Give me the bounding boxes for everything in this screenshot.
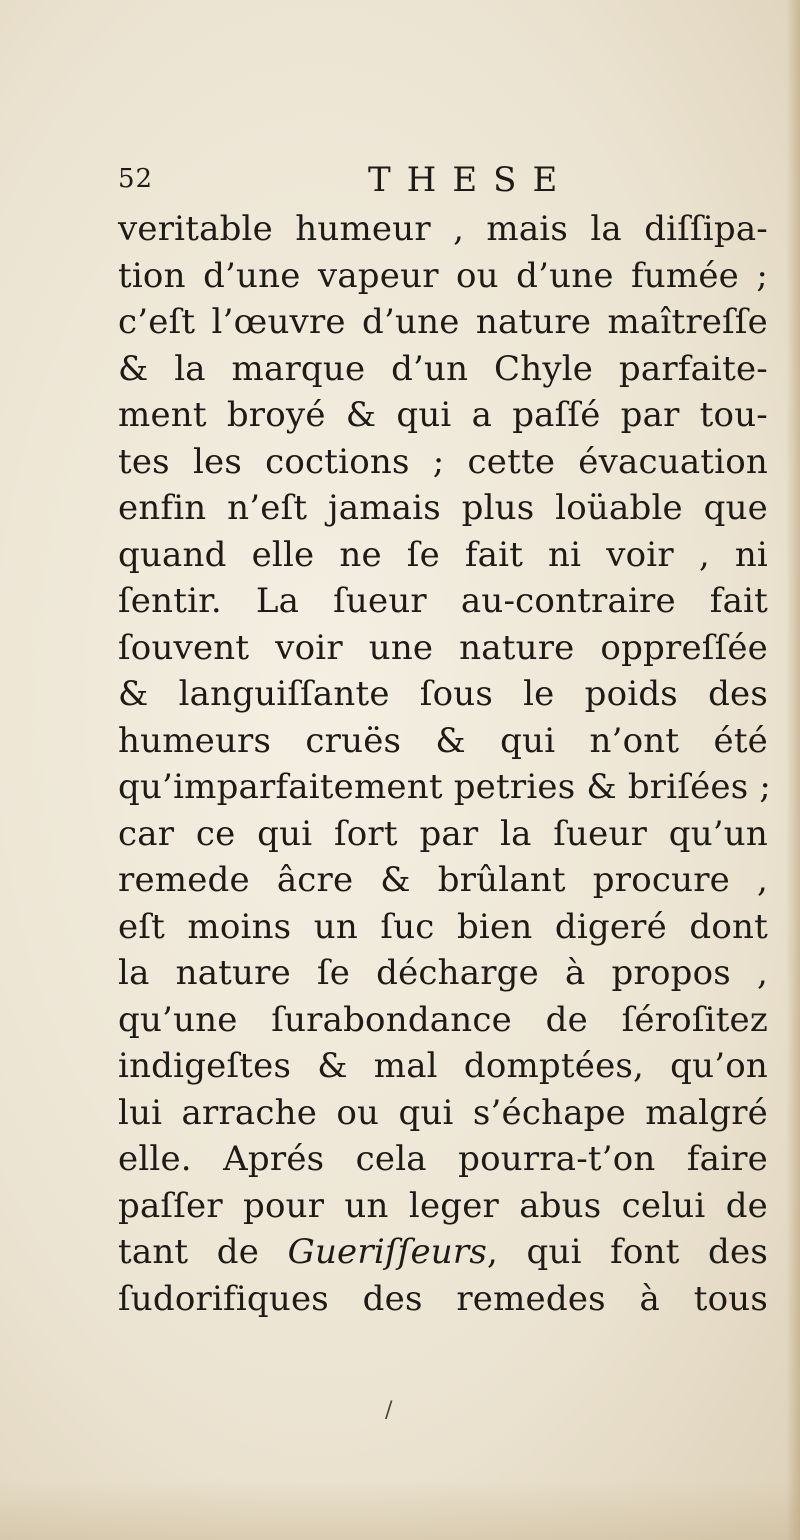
text-line: la nature ſe décharge à propos , bbox=[118, 953, 768, 993]
running-title: THESE bbox=[368, 160, 574, 200]
text-line: ſudorifiques des remedes à tous bbox=[118, 1278, 768, 1319]
text-line-with-italic bbox=[118, 1229, 768, 1276]
page-bottom-shadow bbox=[0, 1480, 800, 1540]
page-header bbox=[118, 160, 678, 200]
text-line: elle. Aprés cela pourra-t’on faire bbox=[118, 1139, 768, 1179]
text-line: enfin n’eſt jamais plus loüable que bbox=[118, 488, 768, 528]
text-line: ſentir. La ſueur au-contraire fait bbox=[118, 581, 768, 621]
italic-word: Gueriſſeurs bbox=[287, 1232, 487, 1272]
text-line: qu’une ſurabondance de ſéroſitez bbox=[118, 999, 768, 1040]
stray-ink-mark: / bbox=[385, 1398, 393, 1423]
text-line: veritable humeur , mais la diſſipa- bbox=[118, 209, 768, 249]
text-segment: tant de bbox=[118, 1232, 288, 1272]
text-segment: , qui font des bbox=[487, 1232, 768, 1272]
text-line: c’eſt l’œuvre d’une nature maîtreſſe bbox=[118, 302, 768, 342]
text-line: paſſer pour un leger abus celui de bbox=[118, 1185, 768, 1226]
text-line: & languiſſante ſous le poids des bbox=[118, 674, 768, 714]
text-line: car ce qui ſort par la ſueur qu’un bbox=[118, 813, 768, 854]
text-line: humeurs cruës & qui n’ont été bbox=[118, 720, 768, 761]
text-line: & la marque d’un Chyle parfaite- bbox=[118, 348, 768, 389]
page-edge-shadow bbox=[786, 0, 800, 1540]
text-line: eſt moins un ſuc bien digeré dont bbox=[118, 906, 768, 947]
text-line: quand elle ne ſe fait ni voir , ni bbox=[118, 534, 768, 575]
page-number: 52 bbox=[118, 164, 154, 194]
text-line: indigeſtes & mal domptées, qu’on bbox=[118, 1046, 768, 1086]
text-line: ment broyé & qui a paſſé par tou- bbox=[118, 395, 768, 435]
text-line: lui arrache ou qui s’échape malgré bbox=[118, 1092, 768, 1133]
text-line: ſouvent voir une nature oppreſſée bbox=[118, 627, 768, 668]
text-line: tes les coctions ; cette évacuation bbox=[118, 441, 768, 482]
text-line: qu’imparfaitement petries & briſées ; bbox=[118, 767, 772, 807]
text-line: tion d’une vapeur ou d’une fumée ; bbox=[118, 255, 768, 296]
text-line: remede âcre & brûlant procure , bbox=[118, 860, 768, 900]
body-text bbox=[118, 206, 772, 1322]
